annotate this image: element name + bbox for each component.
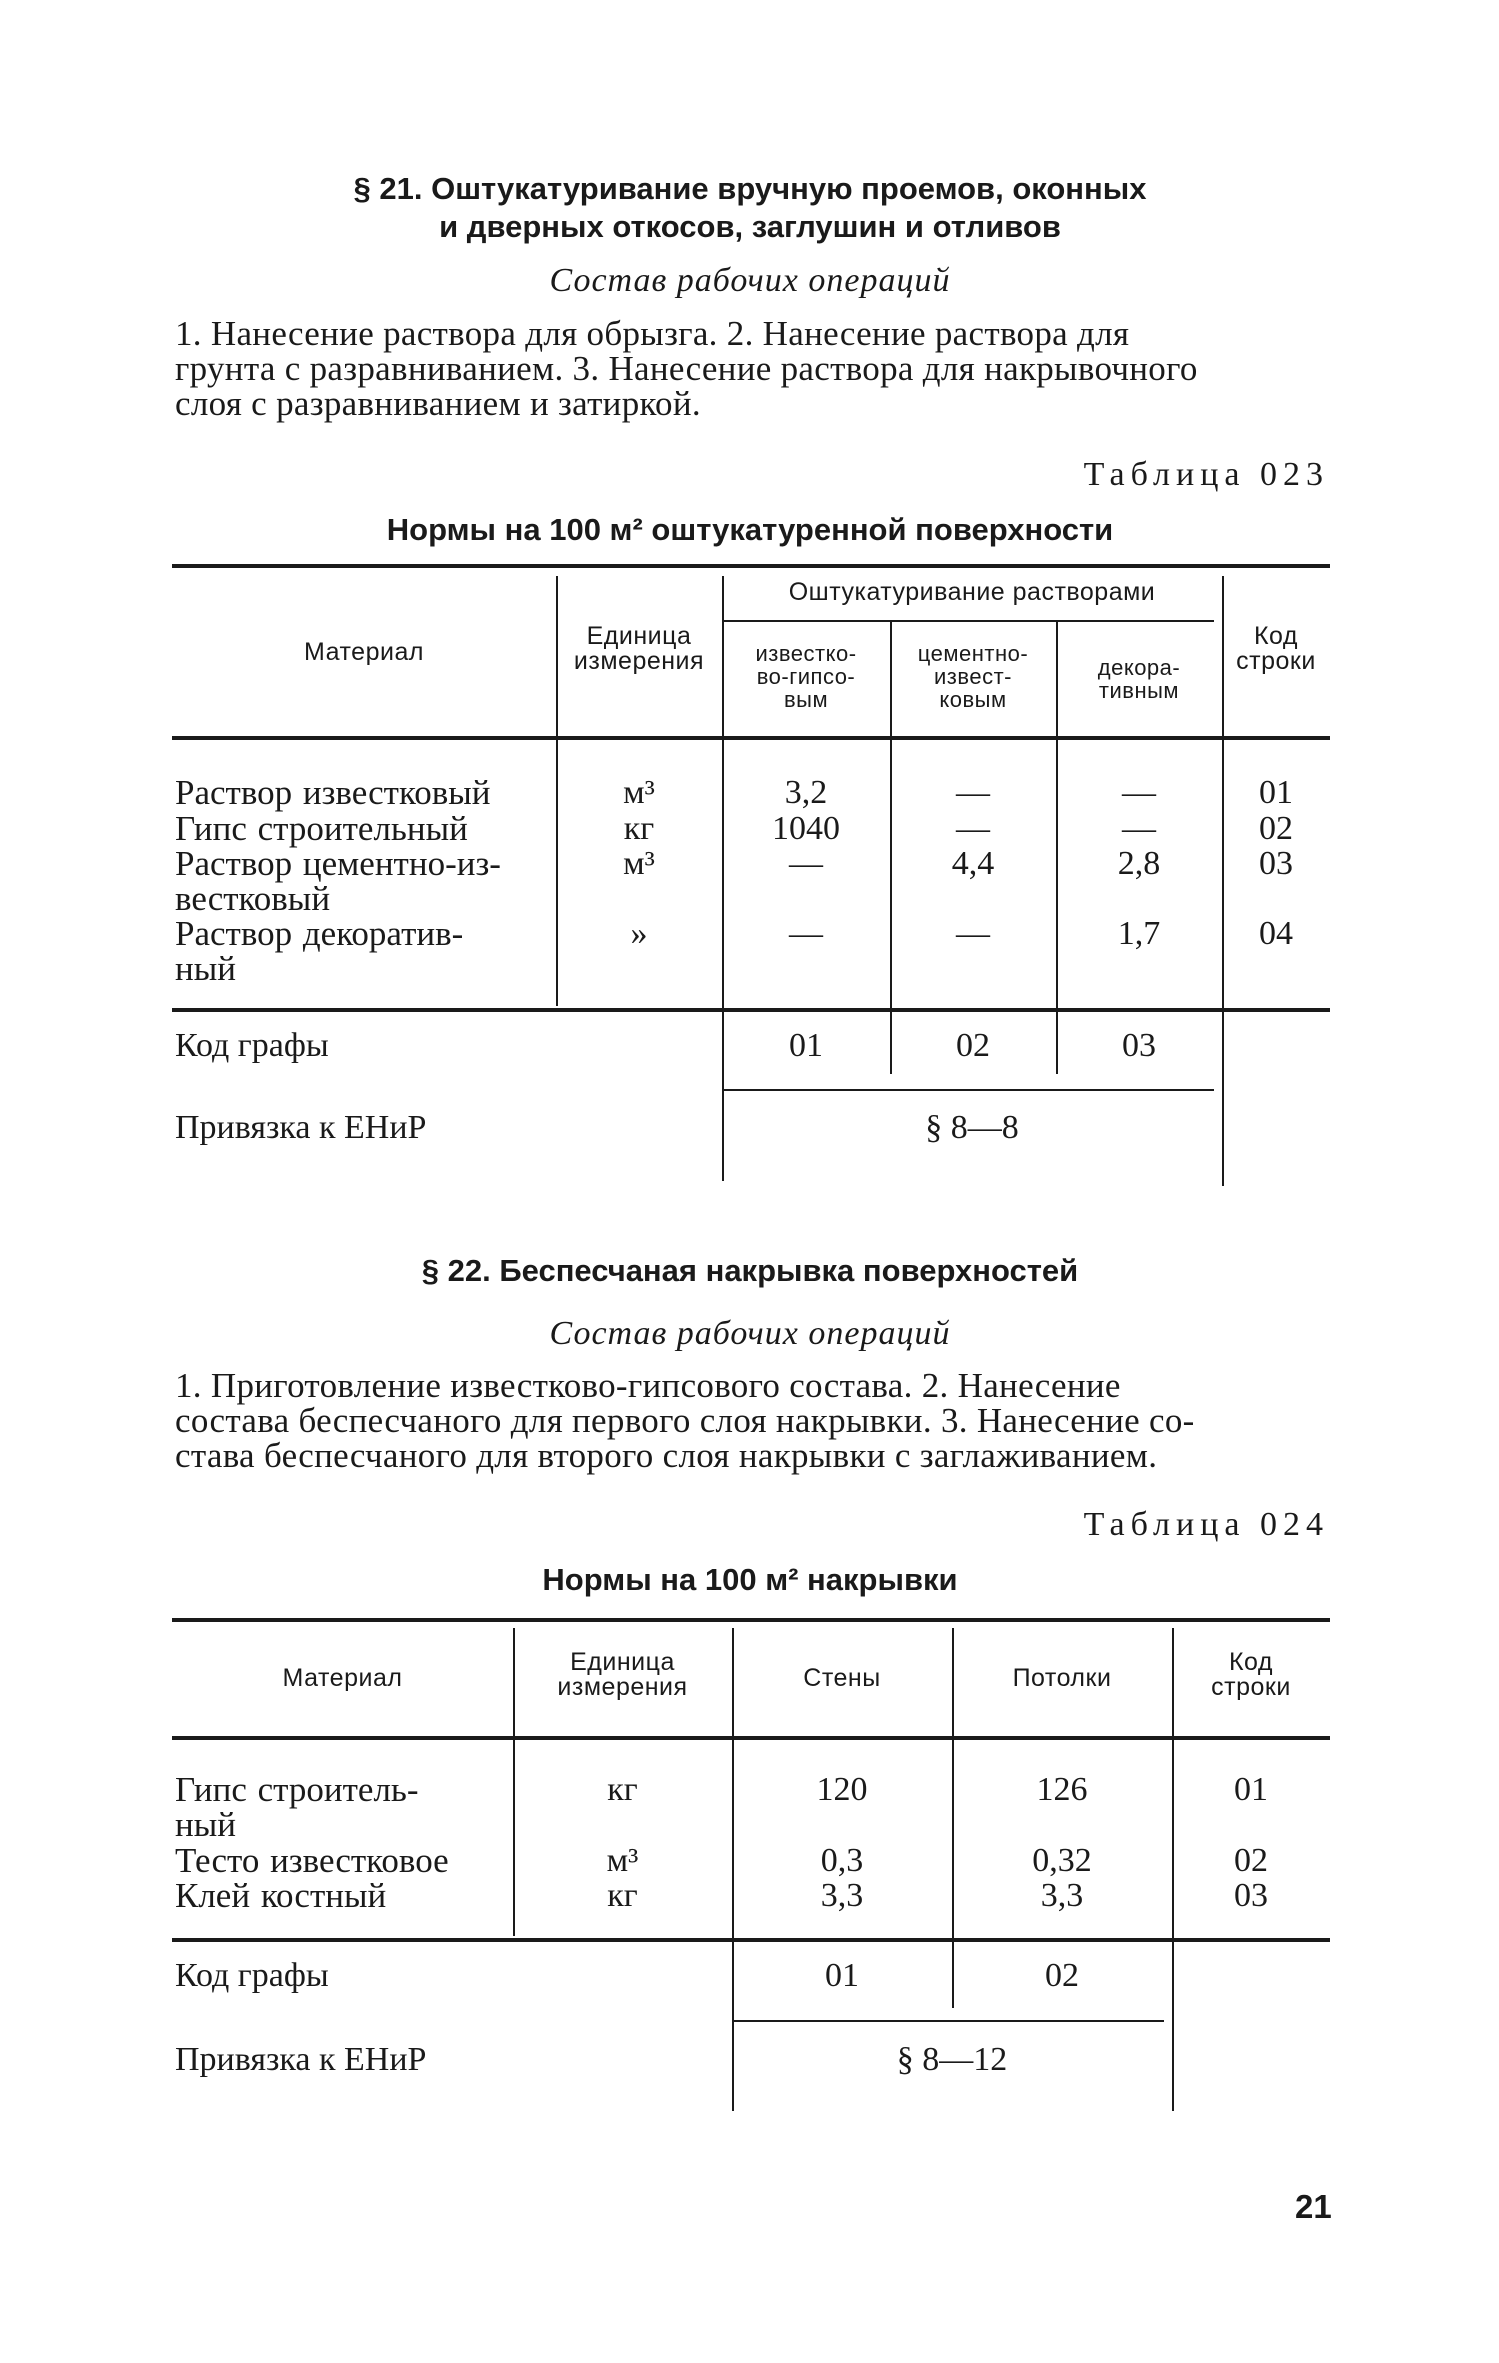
table-cell: 3,3 (820, 1877, 864, 1914)
table-cell: 2,8 (1117, 845, 1161, 882)
kod-grafy-value: 01 (789, 1027, 823, 1064)
table-cell: » (630, 915, 648, 952)
col-header-line: строки (1236, 647, 1316, 675)
table-cell: 04 (1259, 915, 1293, 952)
table-cell: 3,3 (1040, 1877, 1084, 1914)
col-header-material: Материал (304, 638, 424, 666)
col-header-walls: Стены (803, 1664, 881, 1692)
table-row-material: Клей костный (175, 1876, 387, 1915)
col-header-line: измерения (557, 1673, 688, 1701)
privyazka-ref: § 8—8 (925, 1109, 1019, 1146)
col-header-material: Материал (282, 1664, 403, 1692)
privyazka-label: Привязка к ЕНиР (175, 2041, 427, 2078)
ops-line: става беспесчаного для второго слоя накрывки с заглаживанием. (175, 1436, 1158, 1475)
col-header-line: цементно- (917, 641, 1029, 666)
col-header-line: Код (1253, 622, 1298, 650)
material-line: вестковый (175, 879, 331, 918)
section-22-ops-heading: Состав рабочих операций (549, 1315, 951, 1352)
table-cell: 01 (1259, 774, 1293, 811)
table-cell: — (956, 774, 990, 811)
material-line: Раствор декоратив- (175, 914, 464, 953)
col-header-line: ковым (939, 687, 1007, 712)
material-line: Раствор цементно-из- (175, 844, 501, 883)
table-cell: 120 (816, 1771, 868, 1808)
col-header-ceilings: Потолки (1012, 1664, 1112, 1692)
table-cell: — (1122, 774, 1156, 811)
kod-grafy-value: 03 (1122, 1027, 1156, 1064)
section-21-ops-heading: Состав рабочих операций (549, 262, 951, 299)
kod-grafy-label: Код графы (175, 1027, 329, 1064)
table-cell: 4,4 (951, 845, 995, 882)
table-row-material: Гипс строительный (175, 809, 468, 848)
table-row-material (175, 1772, 505, 1842)
section-21-title-line2: и дверных откосов, заглушин и отливов (439, 209, 1061, 244)
table-cell: м³ (623, 774, 655, 811)
col-header-group: Оштукатуривание растворами (788, 578, 1156, 606)
col-header-line: извест- (934, 664, 1012, 689)
table-cell: 0,3 (820, 1842, 864, 1879)
table-cell: 1040 (772, 810, 840, 847)
table-023-label: Таблица 023 (1083, 456, 1329, 493)
table-rule (172, 1618, 1330, 1622)
section-21-title-line1: § 21. Оштукатуривание вручную проемов, оконных (353, 171, 1147, 206)
table-cell: 02 (1234, 1842, 1268, 1879)
material-line: Гипс строитель- (175, 1770, 419, 1809)
material-line: ный (175, 949, 236, 988)
table-cell: — (789, 915, 823, 952)
col-header-unit (513, 1650, 732, 1700)
ops-line: грунта с разравниванием. 3. Нанесение раствора для накрывочного (175, 349, 1198, 388)
table-cell: м³ (606, 1842, 639, 1879)
table-cell: 03 (1234, 1877, 1268, 1914)
col-header-line: Единица (570, 1648, 675, 1676)
kod-grafy-label: Код графы (175, 1957, 329, 1994)
col-header-line: вым (783, 687, 829, 712)
table-cell: 0,32 (1032, 1842, 1092, 1879)
table-cell: — (789, 845, 823, 882)
col-header-line: тивным (1098, 678, 1180, 703)
table-cell: кг (623, 810, 655, 847)
material-line: ный (175, 1805, 236, 1844)
table-rule (172, 1736, 1330, 1740)
col-header-unit-line: Единица (586, 622, 692, 650)
table-cell: — (956, 915, 990, 952)
ops-line: слоя с разравниванием и затиркой. (175, 384, 701, 423)
table-cell: 1,7 (1117, 915, 1161, 952)
table-row-material: Тесто известковое (175, 1841, 449, 1880)
table-cell: 126 (1036, 1771, 1088, 1808)
kod-grafy-value: 02 (956, 1027, 990, 1064)
col-header-line: во-гипсо- (756, 664, 856, 689)
ops-line: состава беспесчаного для первого слоя накрывки. 3. Нанесение со- (175, 1401, 1195, 1440)
table-cell: 02 (1259, 810, 1293, 847)
table-cell: м³ (623, 845, 655, 882)
table-cell: кг (607, 1877, 638, 1914)
kod-grafy-value: 01 (825, 1957, 859, 1994)
table-rule (732, 2020, 1164, 2022)
table-rule (172, 1938, 1330, 1942)
privyazka-label: Привязка к ЕНиР (175, 1109, 427, 1146)
page-number: 21 (1295, 2188, 1332, 2225)
table-cell: 01 (1234, 1771, 1268, 1808)
table-cell: 03 (1259, 845, 1293, 882)
ops-line: 1. Приготовление известково-гипсового состава. 2. Нанесение (175, 1366, 1121, 1405)
table-023-title: Нормы на 100 м² оштукатуренной поверхности (386, 512, 1114, 547)
table-024-label: Таблица 024 (1083, 1506, 1329, 1543)
table-cell: кг (607, 1771, 638, 1808)
table-cell: 3,2 (784, 774, 828, 811)
table-cell: — (956, 810, 990, 847)
privyazka-ref: § 8—12 (896, 2041, 1008, 2078)
ops-line: 1. Нанесение раствора для обрызга. 2. Нанесение раствора для (175, 314, 1130, 353)
col-header-line: декора- (1097, 655, 1181, 680)
kod-grafy-value: 02 (1045, 1957, 1079, 1994)
col-header-code (1172, 1650, 1330, 1700)
col-header-line: строки (1211, 1673, 1291, 1701)
table-cell: — (1122, 810, 1156, 847)
col-header-line: Код (1228, 1648, 1273, 1676)
col-header-unit-line: измерения (573, 647, 705, 675)
col-header-line: известко- (755, 641, 857, 666)
table-row-material: Раствор известковый (175, 773, 491, 812)
table-024-title: Нормы на 100 м² накрывки (542, 1562, 958, 1597)
section-22-title: § 22. Беспесчаная накрывка поверхностей (421, 1253, 1079, 1288)
